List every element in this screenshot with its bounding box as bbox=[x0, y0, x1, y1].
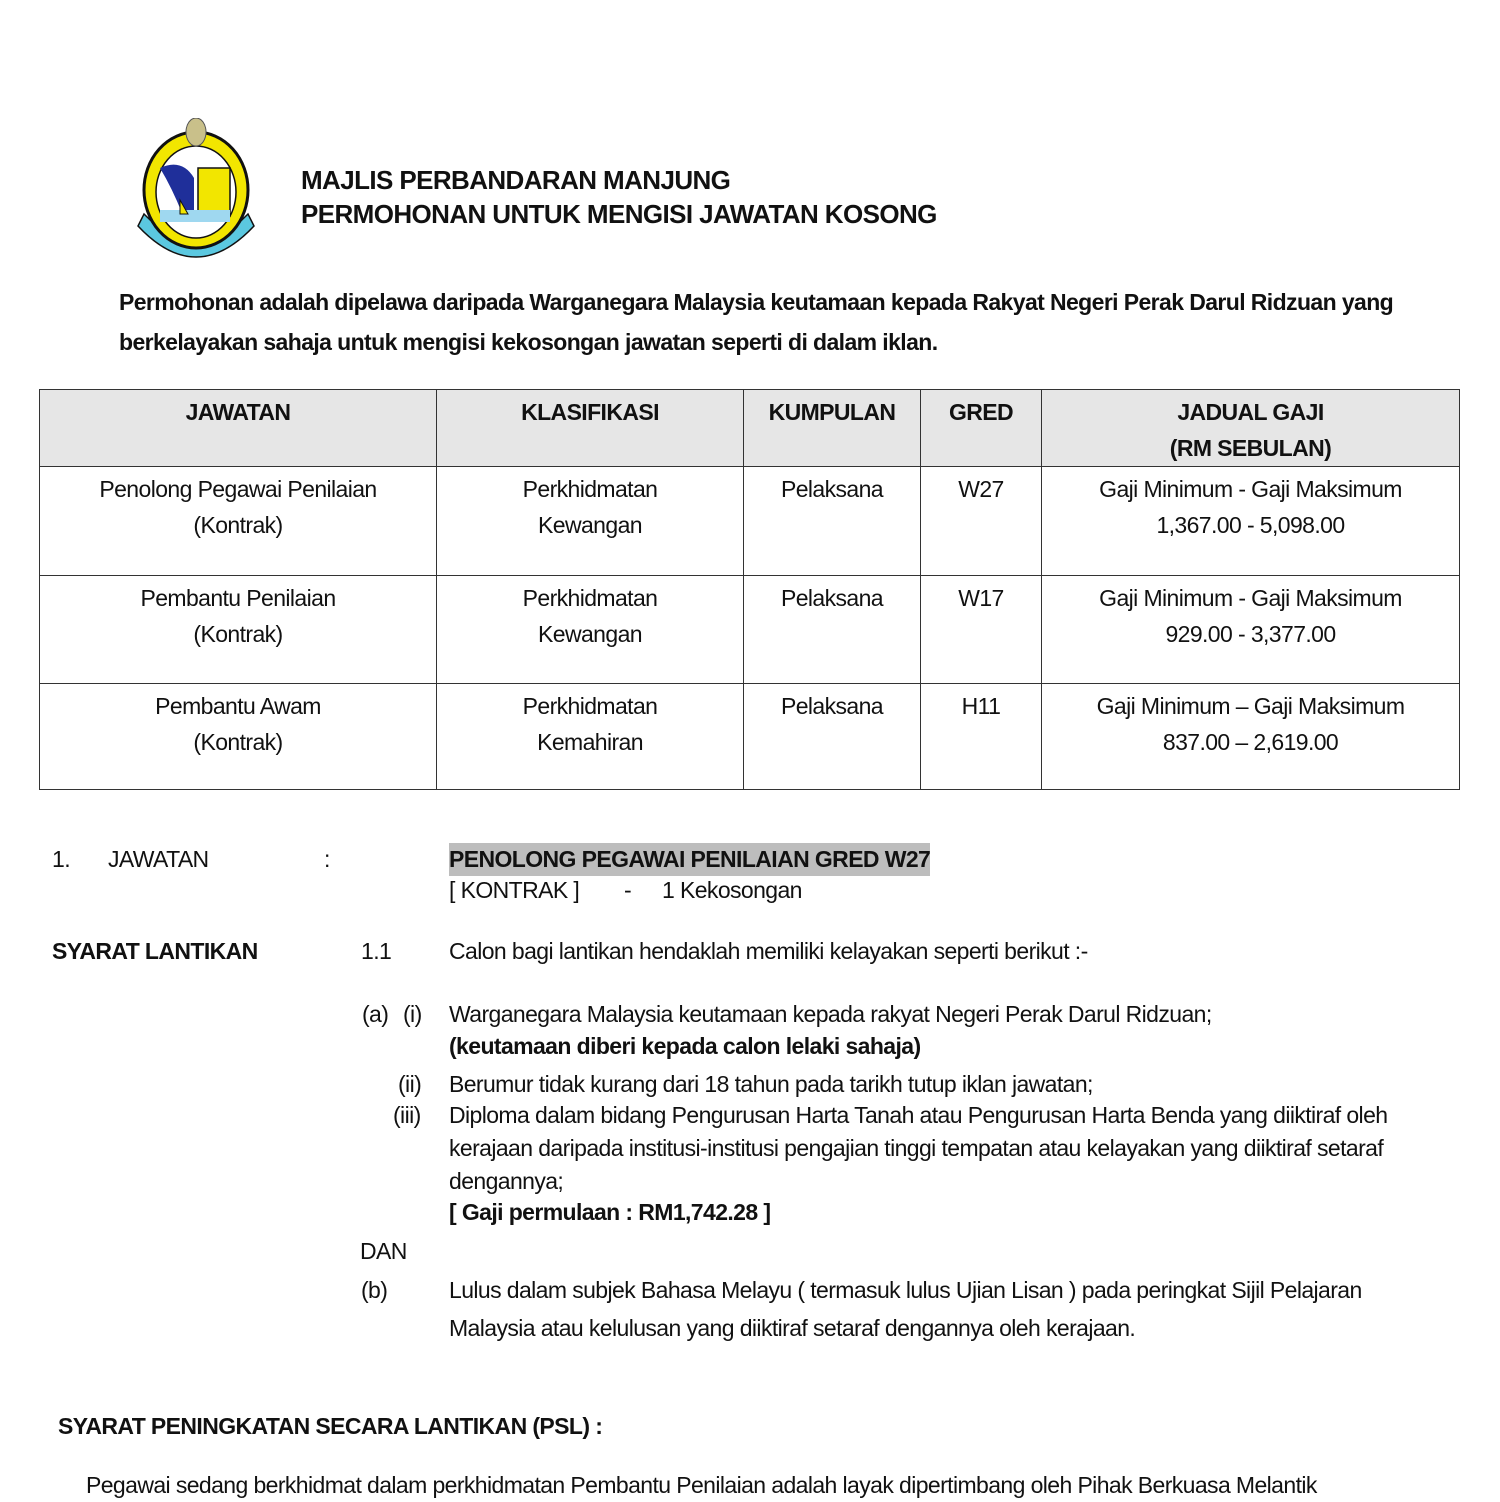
table-cell bbox=[437, 576, 744, 684]
table-cell bbox=[40, 576, 437, 684]
item-i-note: (keutamaan diberi kepada calon lelaki sahaja) bbox=[449, 1033, 921, 1059]
table-row bbox=[40, 467, 1460, 576]
table-cell bbox=[1042, 467, 1460, 576]
starting-salary: [ Gaji permulaan : RM1,742.28 ] bbox=[449, 1199, 771, 1225]
cell-gaji-range: 837.00 – 2,619.00 bbox=[1162, 729, 1339, 755]
cell-gaji-label: Gaji Minimum – Gaji Maksimum bbox=[1096, 693, 1405, 719]
cell-jawatan-type: (Kontrak) bbox=[193, 621, 283, 647]
cell-klasifikasi-2: Kewangan bbox=[538, 512, 642, 538]
page-title: PERMOHONAN UNTUK MENGISI JAWATAN KOSONG bbox=[301, 199, 937, 229]
section-colon: : bbox=[324, 846, 330, 872]
cell-kumpulan: Pelaksana bbox=[744, 576, 921, 684]
cell-gaji-range: 929.00 - 3,377.00 bbox=[1165, 621, 1336, 647]
cell-gred: W27 bbox=[921, 467, 1042, 576]
col-jadual-gaji bbox=[1042, 390, 1460, 467]
syarat-number: 1.1 bbox=[361, 938, 392, 964]
cell-jawatan: Pembantu Awam bbox=[155, 693, 321, 719]
cell-klasifikasi: Perkhidmatan bbox=[522, 476, 658, 502]
item-ii-text: Berumur tidak kurang dari 18 tahun pada tarikh tutup iklan jawatan; bbox=[449, 1071, 1093, 1097]
table-header-row bbox=[40, 390, 1460, 467]
cell-gaji-label: Gaji Minimum - Gaji Maksimum bbox=[1099, 585, 1402, 611]
cell-jawatan: Pembantu Penilaian bbox=[140, 585, 336, 611]
cell-kumpulan: Pelaksana bbox=[744, 467, 921, 576]
table-row bbox=[40, 684, 1460, 790]
cell-gaji-label: Gaji Minimum - Gaji Maksimum bbox=[1099, 476, 1402, 502]
section-number: 1. bbox=[52, 846, 70, 872]
intro-line-2: berkelayakan sahaja untuk mengisi kekosongan jawatan seperti di dalam iklan. bbox=[119, 329, 938, 355]
item-b-label: (b) bbox=[361, 1277, 388, 1303]
table-row bbox=[40, 576, 1460, 684]
col-klasifikasi: KLASIFIKASI bbox=[437, 390, 744, 467]
col-kumpulan: KUMPULAN bbox=[744, 390, 921, 467]
intro-line-1: Permohonan adalah dipelawa daripada Warganegara Malaysia keutamaan kepada Rakyat Negeri Perak Darul Ridzuan yang bbox=[119, 289, 1394, 315]
col-jadual-gaji-label: JADUAL GAJI bbox=[1177, 399, 1324, 425]
item-ii-label: (ii) bbox=[398, 1071, 422, 1097]
section-label: JAWATAN bbox=[108, 846, 209, 872]
psl-text: Pegawai sedang berkhidmat dalam perkhidmatan Pembantu Penilaian adalah layak dipertimbang oleh Pihak Berkuasa Melantik bbox=[86, 1472, 1317, 1498]
syarat-intro: Calon bagi lantikan hendaklah memiliki kelayakan seperti berikut :- bbox=[449, 938, 1088, 964]
item-i-label: (i) bbox=[403, 1001, 422, 1027]
org-name: MAJLIS PERBANDARAN MANJUNG bbox=[301, 165, 731, 195]
cell-gaji-range: 1,367.00 - 5,098.00 bbox=[1156, 512, 1345, 538]
council-logo bbox=[132, 118, 260, 268]
syarat-heading: SYARAT LANTIKAN bbox=[52, 938, 258, 964]
table-cell bbox=[1042, 684, 1460, 790]
cell-klasifikasi-2: Kewangan bbox=[538, 621, 642, 647]
cell-jawatan-type: (Kontrak) bbox=[193, 512, 283, 538]
cell-gred: W17 bbox=[921, 576, 1042, 684]
cell-jawatan: Penolong Pegawai Penilaian bbox=[99, 476, 377, 502]
cell-klasifikasi: Perkhidmatan bbox=[522, 585, 658, 611]
cell-kumpulan: Pelaksana bbox=[744, 684, 921, 790]
psl-heading: SYARAT PENINGKATAN SECARA LANTIKAN (PSL) : bbox=[58, 1413, 603, 1439]
vacancy-count: 1 Kekosongan bbox=[662, 877, 802, 903]
item-a-label: (a) bbox=[362, 1001, 389, 1027]
cell-klasifikasi: Perkhidmatan bbox=[522, 693, 658, 719]
table-cell bbox=[437, 684, 744, 790]
contract-dash: - bbox=[624, 877, 632, 903]
cell-gred: H11 bbox=[921, 684, 1042, 790]
table-cell bbox=[40, 467, 437, 576]
vacancy-table bbox=[39, 389, 1460, 790]
table-cell bbox=[437, 467, 744, 576]
position-title: PENOLONG PEGAWAI PENILAIAN GRED W27 bbox=[449, 843, 930, 876]
cell-jawatan-type: (Kontrak) bbox=[193, 729, 283, 755]
table-cell bbox=[1042, 576, 1460, 684]
item-iii-label: (iii) bbox=[393, 1102, 421, 1128]
item-iii-line-1: Diploma dalam bidang Pengurusan Harta Tanah atau Pengurusan Harta Benda yang diiktiraf oleh bbox=[449, 1102, 1388, 1128]
item-iii-line-3: dengannya; bbox=[449, 1168, 564, 1194]
col-jawatan: JAWATAN bbox=[40, 390, 437, 467]
contract-label: [ KONTRAK ] bbox=[449, 877, 580, 903]
dan-label: DAN bbox=[360, 1238, 407, 1264]
table-cell bbox=[40, 684, 437, 790]
item-b-line-1: Lulus dalam subjek Bahasa Melayu ( termasuk lulus Ujian Lisan ) pada peringkat Sijil Pelajaran bbox=[449, 1277, 1362, 1303]
col-gred: GRED bbox=[921, 390, 1042, 467]
cell-klasifikasi-2: Kemahiran bbox=[537, 729, 643, 755]
item-b-line-2: Malaysia atau kelulusan yang diiktiraf setaraf dengannya oleh kerajaan. bbox=[449, 1315, 1136, 1341]
item-i-text: Warganegara Malaysia keutamaan kepada rakyat Negeri Perak Darul Ridzuan; bbox=[449, 1001, 1212, 1027]
item-iii-line-2: kerajaan daripada institusi-institusi pengajian tinggi tempatan atau kelayakan yang diiktiraf setaraf bbox=[449, 1135, 1384, 1161]
col-jadual-gaji-unit: (RM SEBULAN) bbox=[1169, 435, 1332, 461]
